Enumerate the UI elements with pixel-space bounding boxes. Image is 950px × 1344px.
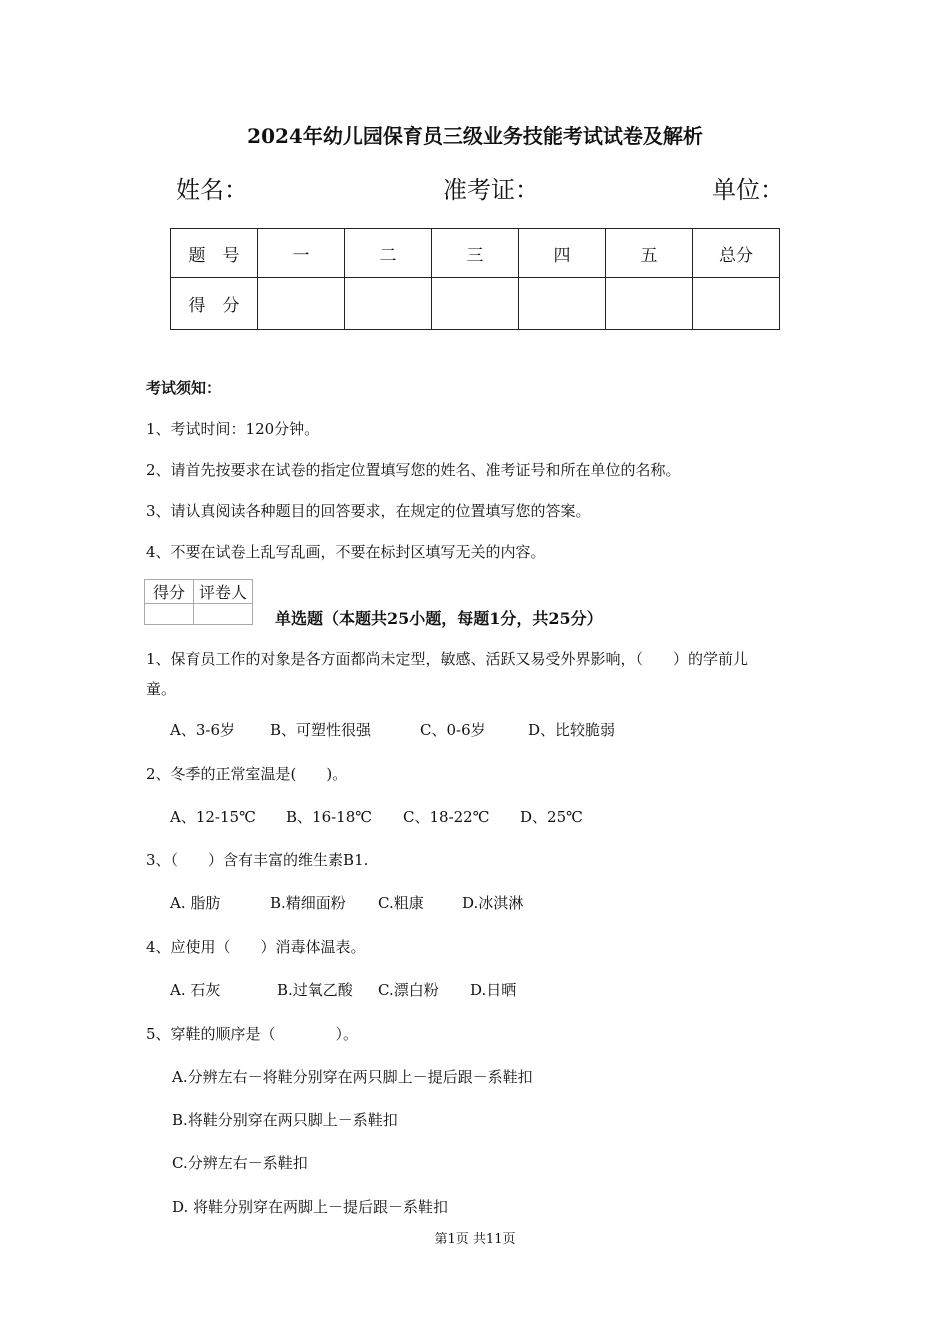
header-part-4: 四 [519,229,606,278]
notice-item: 1、考试时间：120分钟。 [146,420,320,438]
notice-item: 2、请首先按要求在试卷的指定位置填写您的姓名、准考证号和所在单位的名称。 [146,461,681,479]
question-5-stem: 5、穿鞋的顺序是（ ）。 [146,1025,359,1043]
page-footer: 第1页 共11页 [434,1232,516,1247]
question-5-option-c: C.分辨左右－系鞋扣 [172,1154,308,1172]
unit-field-label: 单位： [712,176,784,204]
score-table-header-row [171,229,780,278]
page-title: 2024年幼儿园保育员三级业务技能考试试卷及解析 [247,124,703,148]
score-cell [432,278,519,330]
question-4-stem: 4、应使用（ ）消毒体温表。 [146,938,366,956]
question-4-option-b: B.过氧乙酸 [277,981,353,999]
exam-id-field-label: 准考证： [443,176,539,204]
section-title: 单选题（本题共25小题，每题1分，共25分） [275,609,603,628]
header-total: 总分 [693,229,780,278]
question-3-option-a: A. 脂肪 [170,894,221,912]
question-1-option-a: A、3-6岁 [170,721,235,739]
question-4-option-d: D.日晒 [470,981,517,999]
grader-score-label: 得分 [145,580,194,604]
header-part-1: 一 [258,229,345,278]
notice-item: 4、不要在试卷上乱写乱画，不要在标封区填写无关的内容。 [146,543,546,561]
question-2-option-a: A、12-15℃ [170,808,256,826]
notice-item: 3、请认真阅读各种题目的回答要求，在规定的位置填写您的答案。 [146,502,591,520]
grader-score-cell [145,604,194,625]
question-5-option-a: A.分辨左右－将鞋分别穿在两只脚上－提后跟－系鞋扣 [172,1068,533,1086]
question-1-option-d: D、比较脆弱 [528,721,616,739]
question-3-stem: 3、（ ）含有丰富的维生素B1. [146,851,369,869]
question-4-option-c: C.漂白粉 [378,981,439,999]
row-label-score: 得 分 [171,278,258,330]
question-2-stem: 2、冬季的正常室温是( )。 [146,765,348,783]
notice-heading: 考试须知： [146,379,222,397]
header-part-2: 二 [345,229,432,278]
grader-name-label: 评卷人 [194,580,253,604]
header-question-number: 题 号 [171,229,258,278]
score-cell [606,278,693,330]
score-cell [345,278,432,330]
score-cell [693,278,780,330]
question-2-option-d: D、25℃ [520,808,583,826]
question-3-option-d: D.冰淇淋 [462,894,524,912]
question-5-option-b: B.将鞋分别穿在两只脚上－系鞋扣 [172,1111,398,1129]
question-4-option-a: A. 石灰 [170,981,221,999]
question-3-option-b: B.精细面粉 [270,894,346,912]
question-2-option-c: C、18-22℃ [403,808,490,826]
score-cell [258,278,345,330]
header-part-5: 五 [606,229,693,278]
grader-box [144,579,253,625]
question-3-option-c: C.粗康 [378,894,424,912]
grader-name-cell [194,604,253,625]
name-field-label: 姓名： [176,176,248,204]
question-1-stem: 1、保育员工作的对象是各方面都尚未定型，敏感、活跃又易受外界影响，（ ）的学前儿 [146,650,749,668]
header-part-3: 三 [432,229,519,278]
question-1-stem-continued: 童。 [146,680,177,698]
score-table [170,228,780,330]
question-1-option-c: C、0-6岁 [420,721,486,739]
score-cell [519,278,606,330]
question-2-option-b: B、16-18℃ [286,808,373,826]
question-1-option-b: B、可塑性很强 [270,721,372,739]
question-5-option-d: D. 将鞋分别穿在两脚上－提后跟－系鞋扣 [172,1198,449,1216]
score-table-score-row [171,278,780,330]
